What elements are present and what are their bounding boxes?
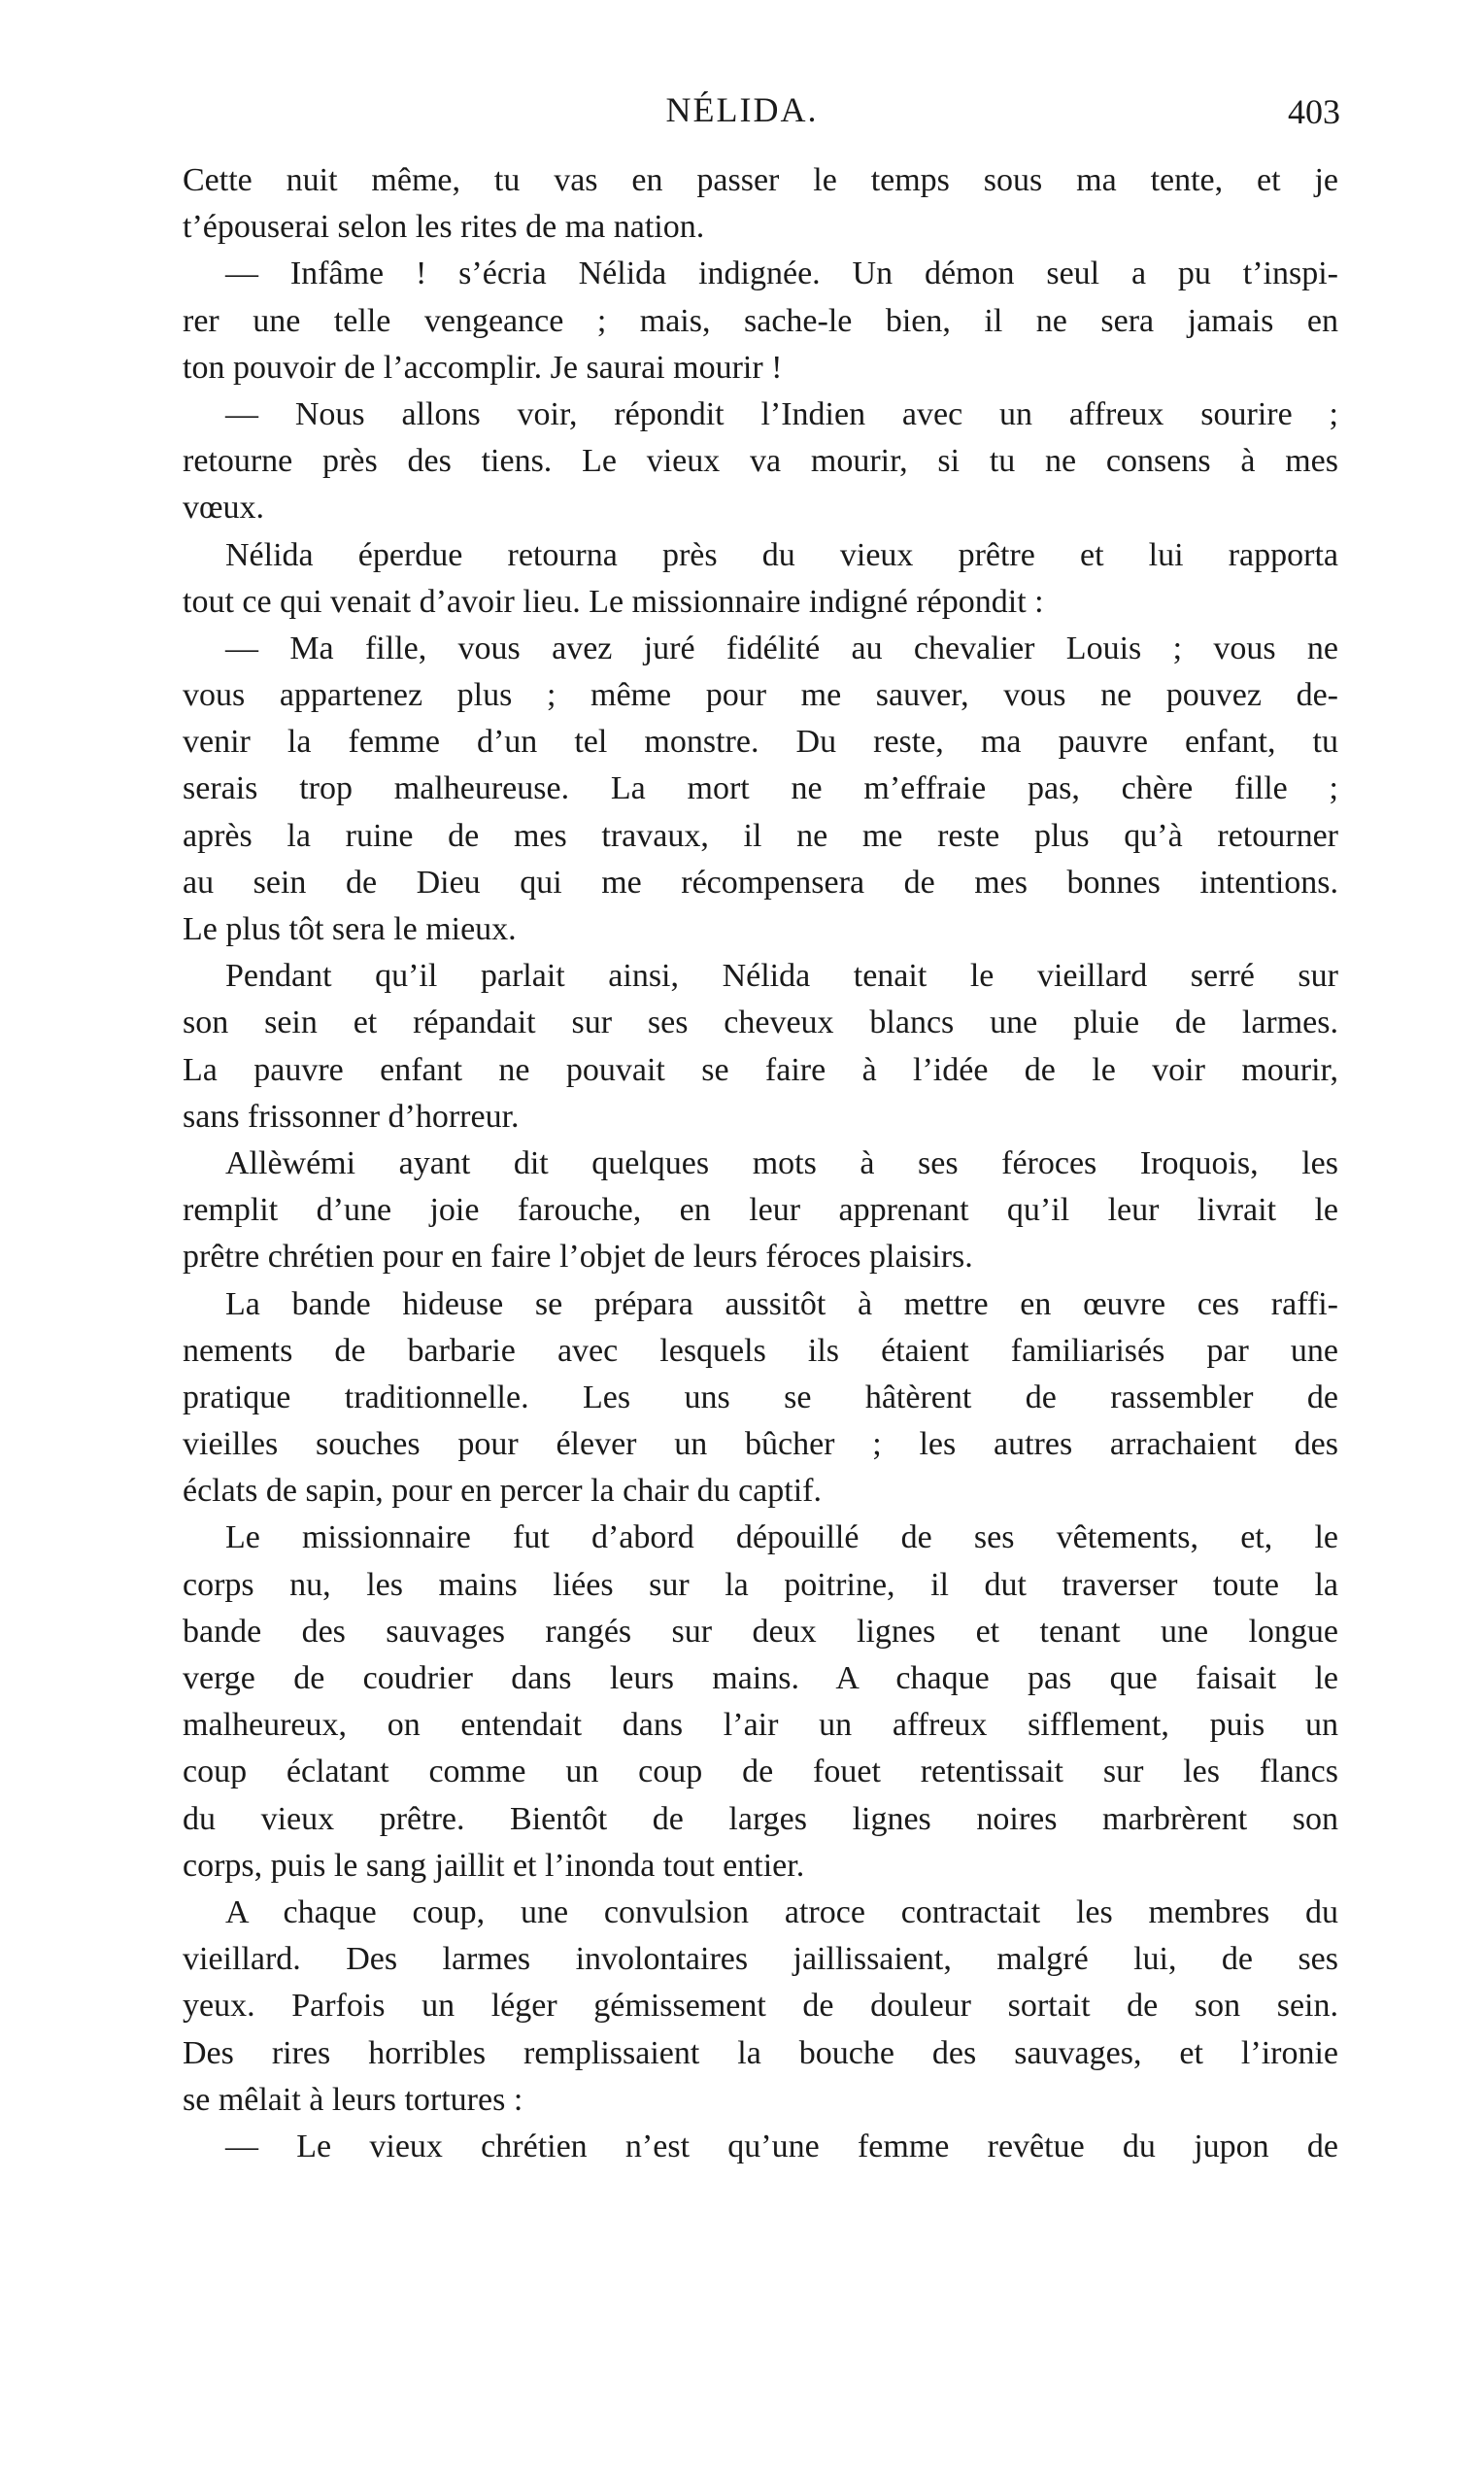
text-line: — Nous allons voir, répondit l’Indien avec un affreux sourire ;	[225, 395, 1338, 432]
text-line: — Infâme ! s’écria Nélida indignée. Un démon seul a pu t’inspi-	[225, 256, 1338, 292]
text-line: Des rires horribles remplissaient la bouche des sauvages, et l’ironie	[183, 2034, 1338, 2071]
text-line: après la ruine de mes travaux, il ne me reste plus qu’à retourner	[183, 817, 1338, 854]
text-line: retourne près des tiens. Le vieux va mourir, si tu ne consens à mes	[183, 443, 1338, 480]
body-text	[183, 157, 1338, 2170]
text-line: — Ma fille, vous avez juré fidélité au chevalier Louis ; vous ne	[225, 630, 1338, 666]
text-line: nements de barbarie avec lesquels ils étaient familiarisés par une	[183, 1332, 1338, 1369]
text-line: au sein de Dieu qui me récompensera de mes bonnes intentions.	[183, 864, 1338, 901]
text-line: vieilles souches pour élever un bûcher ; les autres arrachaient des	[183, 1426, 1338, 1463]
text-line: sans frissonner d’horreur.	[183, 1098, 520, 1135]
text-line: malheureux, on entendait dans l’air un affreux sifflement, puis un	[183, 1707, 1338, 1744]
text-line: Cette nuit même, tu vas en passer le temps sous ma tente, et je	[183, 162, 1338, 198]
text-line: yeux. Parfois un léger gémissement de douleur sortait de son sein.	[183, 1988, 1338, 2025]
text-line: prêtre chrétien pour en faire l’objet de leurs féroces plaisirs.	[183, 1239, 973, 1276]
text-line: rer une telle vengeance ; mais, sache-le bien, il ne sera jamais en	[183, 302, 1338, 339]
text-line: du vieux prêtre. Bientôt de larges lignes noires marbrèrent son	[183, 1800, 1338, 1837]
text-line: La bande hideuse se prépara aussitôt à mettre en œuvre ces raffi-	[225, 1285, 1338, 1322]
text-line: tout ce qui venait d’avoir lieu. Le missionnaire indigné répondit :	[183, 583, 1044, 620]
text-line: pratique traditionnelle. Les uns se hâtèrent de rassembler de	[183, 1379, 1338, 1415]
text-line: ton pouvoir de l’accomplir. Je saurai mourir !	[183, 349, 783, 386]
text-line: Pendant qu’il parlait ainsi, Nélida tenait le vieillard serré sur	[225, 958, 1338, 995]
text-line: Le missionnaire fut d’abord dépouillé de ses vêtements, et, le	[225, 1519, 1338, 1556]
text-line: serais trop malheureuse. La mort ne m’effraie pas, chère fille ;	[183, 770, 1338, 807]
text-line: Allèwémi ayant dit quelques mots à ses féroces Iroquois, les	[225, 1144, 1338, 1181]
text-line: remplit d’une joie farouche, en leur apprenant qu’il leur livrait le	[183, 1192, 1338, 1229]
text-line: bande des sauvages rangés sur deux lignes et tenant une longue	[183, 1613, 1338, 1650]
text-line: verge de coudrier dans leurs mains. A chaque pas que faisait le	[183, 1660, 1338, 1696]
text-line: A chaque coup, une convulsion atroce contractait les membres du	[225, 1893, 1338, 1930]
text-line: son sein et répandait sur ses cheveux blancs une pluie de larmes.	[183, 1005, 1338, 1041]
text-line: Nélida éperdue retourna près du vieux prêtre et lui rapporta	[225, 536, 1338, 573]
text-line: Le plus tôt sera le mieux.	[183, 911, 517, 947]
text-line: venir la femme d’un tel monstre. Du reste, ma pauvre enfant, tu	[183, 724, 1338, 761]
running-title: NÉLIDA.	[665, 90, 819, 129]
text-line: corps, puis le sang jaillit et l’inonda tout entier.	[183, 1847, 805, 1884]
text-line: vœux.	[183, 490, 265, 527]
text-line: éclats de sapin, pour en percer la chair du captif.	[183, 1473, 822, 1510]
text-line: La pauvre enfant ne pouvait se faire à l’idée de le voir mourir,	[183, 1051, 1338, 1088]
text-line: corps nu, les mains liées sur la poitrine, il dut traverser toute la	[183, 1566, 1338, 1603]
text-line: t’épouserai selon les rites de ma nation.	[183, 209, 705, 246]
text-line: coup éclatant comme un coup de fouet retentissait sur les flancs	[183, 1754, 1338, 1790]
text-line: se mêlait à leurs tortures :	[183, 2081, 523, 2118]
text-line: vous appartenez plus ; même pour me sauver, vous ne pouvez de-	[183, 677, 1338, 714]
page-number: 403	[1288, 92, 1340, 131]
text-line: vieillard. Des larmes involontaires jaillissaient, malgré lui, de ses	[183, 1941, 1338, 1978]
text-line: — Le vieux chrétien n’est qu’une femme revêtue du jupon de	[225, 2128, 1338, 2164]
